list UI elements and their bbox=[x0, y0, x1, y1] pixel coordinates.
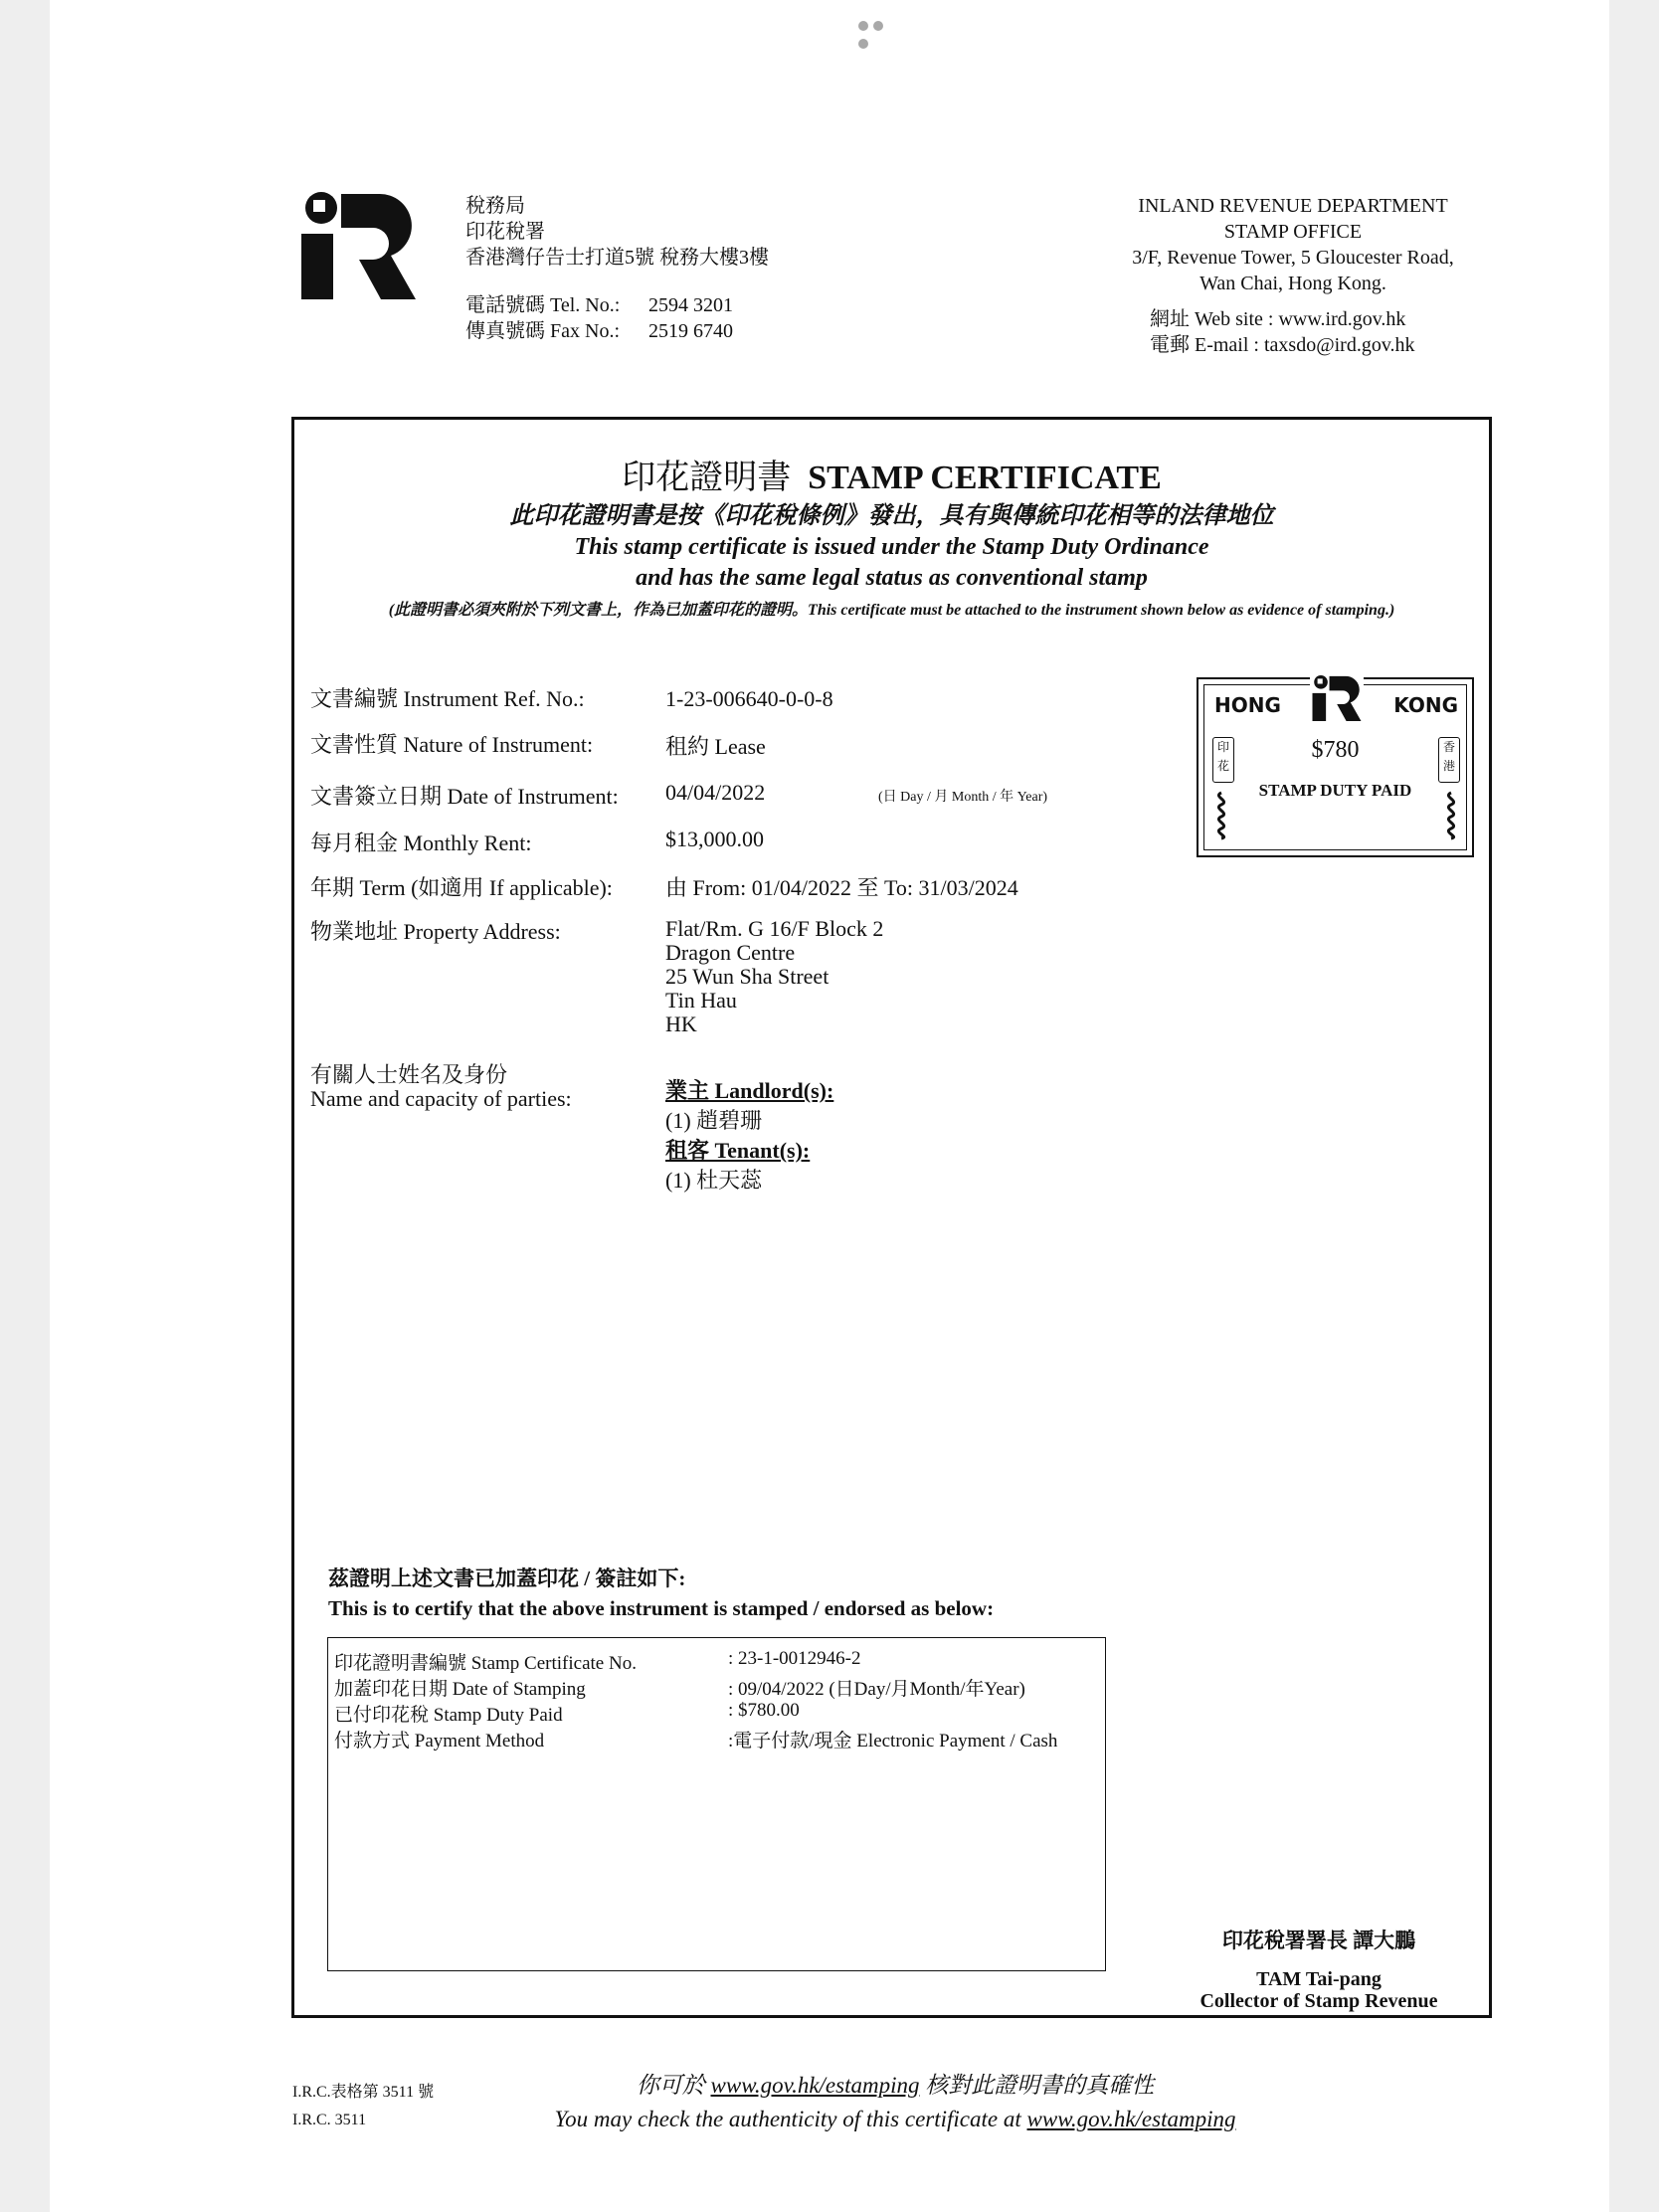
verify-link-en[interactable]: www.gov.hk/estamping bbox=[1026, 2107, 1236, 2131]
org-address-zh: 香港灣仔告士打道5號 稅務大樓3樓 bbox=[465, 247, 769, 269]
org-address-en: 3/F, Revenue Tower, 5 Gloucester Road, bbox=[1132, 247, 1454, 269]
verify-text-zh: 核對此證明書的真確性 bbox=[919, 2073, 1155, 2098]
signer-name-en: TAM Tai-pang bbox=[1256, 1968, 1382, 1990]
detail-label: 印花證明書編號 Stamp Certificate No. bbox=[334, 1653, 637, 1674]
verify-link-zh[interactable]: www.gov.hk/estamping bbox=[710, 2073, 920, 2098]
fax-label: 傳真號碼 Fax No.: bbox=[465, 320, 620, 342]
header-right bbox=[1094, 193, 1492, 358]
detail-value: : $780.00 bbox=[728, 1700, 800, 1721]
date-label: 文書簽立日期 Date of Instrument: bbox=[310, 784, 619, 809]
property-address bbox=[665, 917, 883, 1036]
email: 電郵 E-mail : taxsdo@ird.gov.hk bbox=[1150, 334, 1415, 356]
parties-label-zh: 有關人士姓名及身份 bbox=[310, 1062, 508, 1087]
org-line-zh: 稅務局 bbox=[465, 195, 525, 217]
rent-label: 每月租金 Monthly Rent: bbox=[310, 830, 532, 855]
certify-en: This is to certify that the above instrument is stamped / endorsed as below: bbox=[328, 1596, 995, 1620]
tenant-name: (1) 杜天蕊 bbox=[665, 1168, 763, 1193]
stamp-logo-icon bbox=[1310, 675, 1364, 721]
stamp-chip-left: 印花 bbox=[1212, 737, 1234, 783]
landlord-name: (1) 趙碧珊 bbox=[665, 1108, 763, 1133]
stamp-duty-paid-stamp bbox=[1197, 677, 1474, 857]
org-address-en: Wan Chai, Hong Kong. bbox=[1199, 273, 1386, 294]
tel-value: 2594 3201 bbox=[648, 294, 733, 316]
date-value: 04/04/2022 bbox=[665, 780, 766, 805]
ref-value: 1-23-006640-0-0-8 bbox=[665, 686, 833, 711]
certificate-title bbox=[294, 450, 1489, 498]
detail-value: :電子付款/現金 Electronic Payment / Cash bbox=[728, 1731, 1058, 1751]
stamp-ornament-icon bbox=[1440, 791, 1462, 840]
stamping-details-box bbox=[327, 1637, 1106, 1971]
stamp-chip-right: 香港 bbox=[1438, 737, 1460, 783]
certify-zh: 茲證明上述文書已加蓋印花 / 簽註如下: bbox=[328, 1567, 686, 1590]
subtitle-en: and has the same legal status as conventional stamp bbox=[636, 565, 1148, 591]
address-line: Flat/Rm. G 16/F Block 2 bbox=[665, 916, 884, 941]
address-label: 物業地址 Property Address: bbox=[310, 919, 561, 944]
verification-note bbox=[448, 2069, 1343, 2136]
parties-label bbox=[310, 1063, 572, 1111]
certificate-note: (此證明書必須夾附於下列文書上，作為已加蓋印花的證明。This certificate must be attached to the instrument shown below as evidence of stamping.) bbox=[388, 602, 1395, 619]
signer-title-zh: 印花稅署署長 譚大鵬 bbox=[1221, 1929, 1416, 1952]
subtitle-en: This stamp certificate is issued under the Stamp Duty Ordinance bbox=[574, 534, 1209, 560]
org-line-en: INLAND REVENUE DEPARTMENT bbox=[1138, 195, 1448, 217]
stamp-amount: $780 bbox=[1311, 737, 1360, 763]
fax-value: 2519 6740 bbox=[648, 320, 733, 342]
org-line-zh: 印花稅署 bbox=[465, 221, 545, 243]
address-line: Dragon Centre bbox=[665, 940, 796, 965]
certificate-frame bbox=[291, 417, 1492, 2018]
tel-label: 電話號碼 Tel. No.: bbox=[465, 294, 621, 316]
address-line: 25 Wun Sha Street bbox=[665, 964, 830, 989]
detail-label: 付款方式 Payment Method bbox=[334, 1731, 545, 1751]
rent-value: $13,000.00 bbox=[665, 827, 764, 851]
date-format-hint: (日 Day / 月 Month / 年 Year) bbox=[878, 790, 1048, 805]
tenant-role: 租客 Tenant(s): bbox=[665, 1138, 811, 1163]
form-number bbox=[292, 2079, 434, 2134]
subtitle-zh: 此印花證明書是按《印花稅條例》發出，具有與傳統印花相等的法律地位 bbox=[509, 503, 1274, 529]
certify-statement bbox=[328, 1564, 994, 1623]
address-line: HK bbox=[665, 1012, 697, 1036]
parties-label-en: Name and capacity of parties: bbox=[310, 1086, 572, 1111]
title-zh: 印花證明書 bbox=[622, 460, 792, 496]
nature-value: 租約 Lease bbox=[665, 734, 766, 759]
website: 網址 Web site : www.ird.gov.hk bbox=[1150, 308, 1406, 330]
stamp-hong: HONG bbox=[1214, 693, 1281, 717]
term-label: 年期 Term (如適用 If applicable): bbox=[310, 875, 613, 900]
certificate-subtitle bbox=[294, 501, 1489, 594]
title-en: STAMP CERTIFICATE bbox=[808, 460, 1162, 496]
ref-label: 文書編號 Instrument Ref. No.: bbox=[310, 686, 585, 711]
detail-label: 已付印花稅 Stamp Duty Paid bbox=[334, 1705, 563, 1726]
verify-text-zh: 你可於 bbox=[636, 2073, 711, 2098]
address-line: Tin Hau bbox=[665, 988, 737, 1013]
form-number-zh: I.R.C.表格第 3511 號 bbox=[292, 2084, 435, 2101]
landlord-role: 業主 Landlord(s): bbox=[665, 1078, 834, 1103]
verify-text-en: You may check the authenticity of this certificate at bbox=[554, 2107, 1027, 2131]
more-options-icon[interactable] bbox=[858, 18, 902, 30]
header-left bbox=[465, 193, 769, 344]
signer-title-en: Collector of Stamp Revenue bbox=[1199, 1990, 1438, 2012]
term-value: 由 From: 01/04/2022 至 To: 31/03/2024 bbox=[665, 875, 1018, 900]
signature-block bbox=[1160, 1925, 1478, 2012]
detail-label: 加蓋印花日期 Date of Stamping bbox=[334, 1679, 586, 1700]
detail-value: : 09/04/2022 (日Day/月Month/年Year) bbox=[728, 1679, 1025, 1700]
document-page bbox=[50, 0, 1609, 2212]
stamp-ornament-icon bbox=[1210, 791, 1232, 840]
ird-logo-icon bbox=[301, 192, 416, 299]
form-number-en: I.R.C. 3511 bbox=[292, 2112, 367, 2128]
nature-label: 文書性質 Nature of Instrument: bbox=[310, 732, 594, 757]
stamp-paid-label: STAMP DUTY PAID bbox=[1258, 781, 1412, 800]
stamp-kong: KONG bbox=[1393, 693, 1458, 717]
parties bbox=[665, 1076, 833, 1196]
org-line-en: STAMP OFFICE bbox=[1223, 221, 1363, 243]
detail-value: : 23-1-0012946-2 bbox=[728, 1648, 861, 1669]
